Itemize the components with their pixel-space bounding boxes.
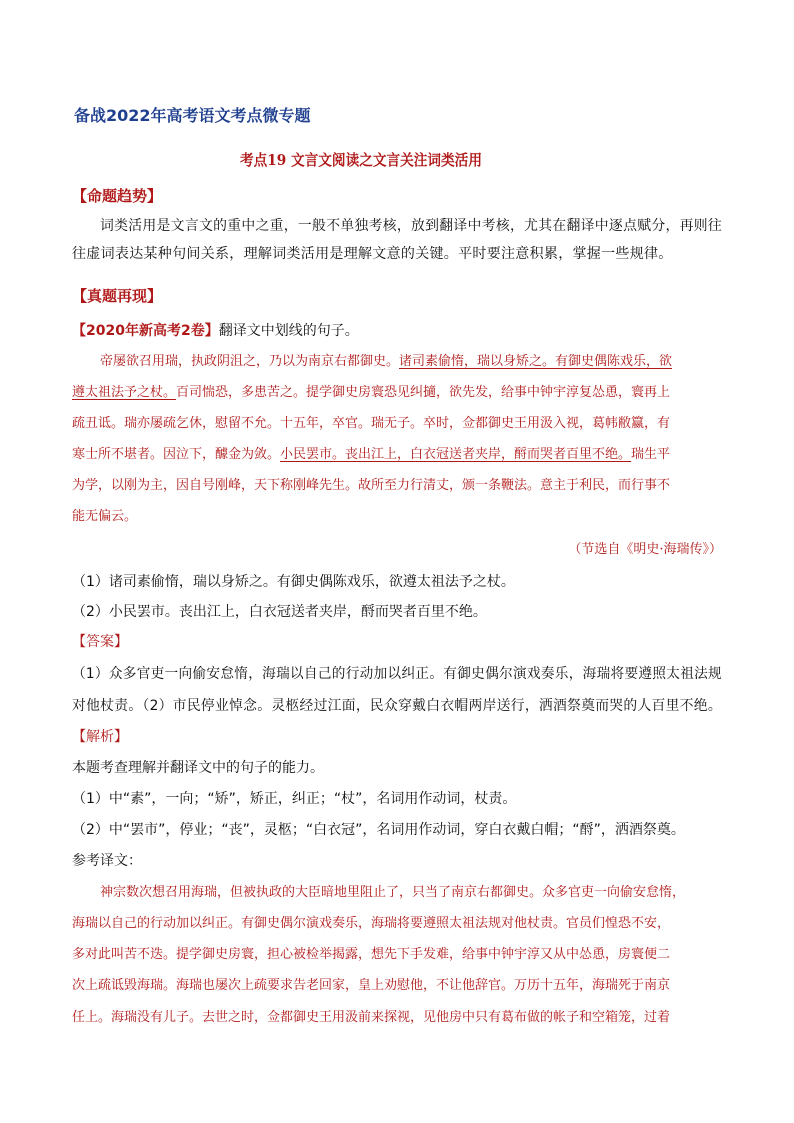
question-1: （1）诸司素偷惰，瑞以身矫之。有御史偶陈戏乐，欲遵太祖法予之杖。: [72, 574, 515, 590]
translation-line-5: 任上。海瑞没有儿子。去世之时，佥都御史王用汲前来探视，见他房中只有葛布做的帐子和空箱笼，过着: [72, 1010, 671, 1025]
exam-source: 【2020年新高考2卷】: [72, 323, 219, 339]
passage-citation: （节选自《明史·海瑞传》）: [568, 542, 722, 557]
trend-heading: 【命题趋势】: [72, 187, 163, 205]
passage-line-5: 为学，以刚为主，因自号刚峰，天下称刚峰先生。故所至力行清丈，颁一条鞭法。意主于利民，而行事不: [72, 478, 671, 493]
underlined-sentence-1-end: 遵太祖法予之杖。: [72, 385, 177, 400]
translation-line-4: 次上疏诋毁海瑞。海瑞也屡次上疏要求告老回家，皇上劝慰他，不让他辞官。万历十五年，海瑞死于南京: [72, 978, 671, 993]
analysis-heading: 【解析】: [72, 729, 128, 745]
trend-line-2: 往虚词表达某种句间关系，理解词类活用是理解文意的关键。平时要注意积累，掌握一些规律。: [72, 246, 673, 262]
translation-line-1: 神宗数次想召用海瑞，但被执政的大臣暗地里阻止了，只当了南京右都御史。众多官吏一向偷安怠惰，: [100, 885, 686, 900]
analysis-line-2: （1）中“素”，一向；“矫”，矫正，纠正；“杖”，名词用作动词，杖责。: [72, 791, 517, 807]
page-title: 考点19 文言文阅读之文言关注词类活用: [239, 151, 482, 169]
real-heading: 【真题再现】: [72, 287, 163, 305]
answer-line-2: 对他杖责。（2）市民停业悼念。灵柩经过江面，民众穿戴白衣帽两岸送行，洒酒祭奠而哭的人百里不绝。: [72, 698, 722, 714]
answer-heading: 【答案】: [72, 634, 128, 650]
passage-line-3: 疏丑诋。瑞亦屡疏乞休，慰留不允。十五年，卒官。瑞无子。卒时，佥都御史王用汲入视，葛帏敝籝，有: [72, 416, 671, 431]
passage-line-2: 遵太祖法予之杖。百司惴恐，多患苦之。提学御史房寰恐见纠擿，欲先发，给事中钟宇淳复怂恿，寰再上: [72, 385, 671, 400]
passage-line-6: 能无偏云。: [72, 509, 138, 524]
passage-line-1: 帝屡欲召用瑞，执政阴沮之，乃以为南京右都御史。诸司素偷惰，瑞以身矫之。有御史偶陈戏乐，欲: [100, 354, 673, 369]
answer-line-1: （1）众多官吏一向偷安怠惰，海瑞以自己的行动加以纠正。有御史偶尔演戏奏乐，海瑞将要遵照太祖法规: [72, 666, 723, 682]
real-source-line: [72, 321, 359, 341]
trend-line-1: 词类活用是文言文的重中之重，一般不单独考核，放到翻译中考核，尤其在翻译中逐点赋分，再则往: [100, 218, 723, 234]
instruction: 翻译文中划线的句子。: [218, 323, 359, 339]
passage-line-4: 寒士所不堪者。因泣下，醵金为敛。小民罢市。丧出江上，白衣冠送者夹岸，酹而哭者百里不绝。瑞生平: [72, 447, 671, 462]
analysis-line-3: （2）中“罢市”，停业；“丧”，灵柩；“白衣冠”，名词用作动词，穿白衣戴白帽；“酹”，洒酒祭奠。: [72, 822, 685, 838]
analysis-line-1: 本题考查理解并翻译文中的句子的能力。: [72, 760, 324, 776]
question-2: （2）小民罢市。丧出江上，白衣冠送者夹岸，酹而哭者百里不绝。: [72, 604, 487, 620]
translation-line-3: 多对此叫苦不迭。提学御史房寰，担心被检举揭露，想先下手发难，给事中钟宇淳又从中怂恿，房寰便二: [72, 947, 671, 962]
underlined-sentence-2: 小民罢市。丧出江上，白衣冠送者夹岸，酹而哭者百里不绝。: [280, 447, 632, 462]
underlined-sentence-1: 诸司素偷惰，瑞以身矫之。有御史偶陈戏乐，欲: [399, 354, 673, 369]
translation-line-2: 海瑞以自己的行动加以纠正。有御史偶尔演戏奏乐，海瑞将要遵照太祖法规对他杖责。官员们惶恐不安，: [72, 916, 671, 931]
series-title: 备战2022年高考语文考点微专题: [74, 106, 311, 125]
analysis-line-4: 参考译文：: [72, 853, 142, 869]
